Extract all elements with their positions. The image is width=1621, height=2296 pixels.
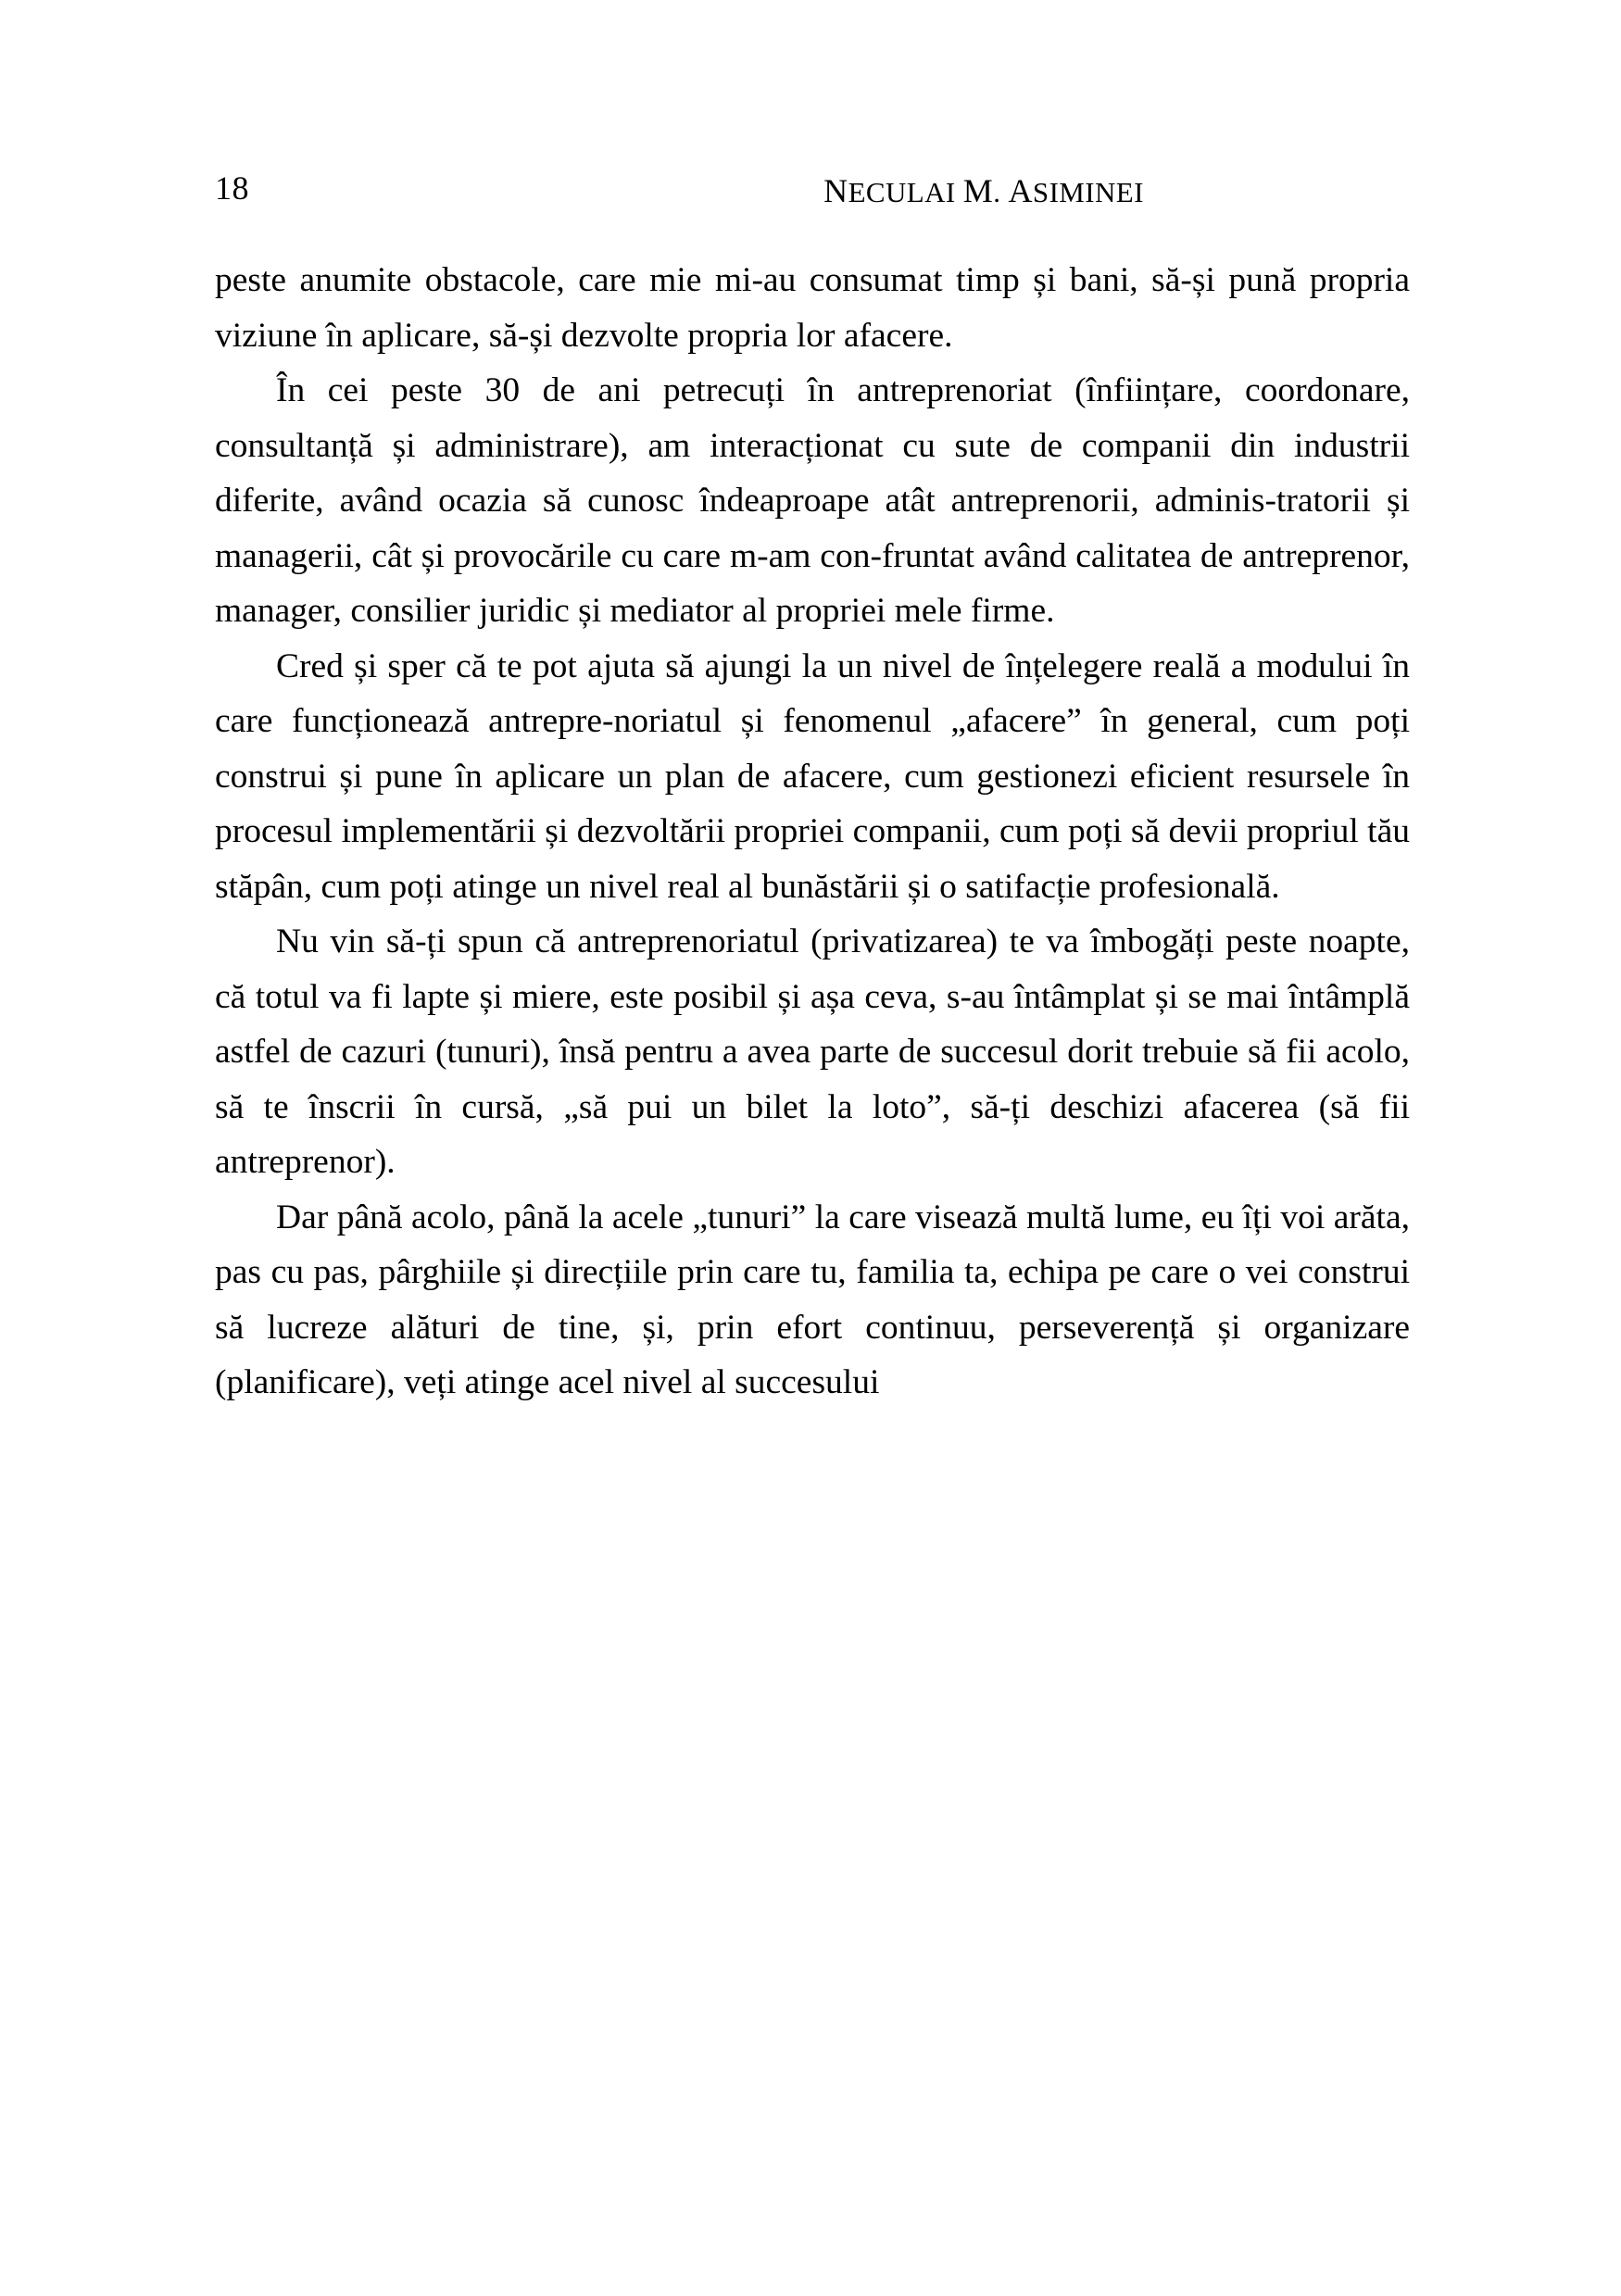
paragraph: Dar până acolo, până la acele „tunuri” la care visează multă lume, eu îți voi arăta, pas cu pas, pârghiile și direcțiile prin care tu, familia ta, echipa pe care o vei construi să lucreze alături de tine, și, prin efort continuu, perseverență și organizare (planificare), veți atinge acel nivel al succesului	[215, 1198, 1410, 1401]
paragraph: Cred și sper că te pot ajuta să ajungi la un nivel de înțelegere reală a modului în care funcționează antrepre-noriatul și fenomenul „afacere” în general, cum poți construi și pune în aplicare un plan de afacere, cum gestionezi eficient resursele în procesul implementării și dezvoltării propriei companii, cum poți să devii propriul tău stăpân, cum poți atinge un nivel real al bunăstării și o satifacție profesională.	[215, 646, 1410, 906]
paragraph: peste anumite obstacole, care mie mi-au consumat timp și bani, să-și pună propria viziune în aplicare, să-și dezvolte propria lor afacere.	[215, 261, 1410, 355]
page-header	[215, 171, 1410, 214]
paragraph: Nu vin să-ți spun că antreprenoriatul (privatizarea) te va îmbogăți peste noapte, că totul va fi lapte și miere, este posibil și așa ceva, s-au întâmplat și se mai întâmplă astfel de cazuri (tunuri), însă pentru a avea parte de succesul dorit trebuie să fii acolo, să te înscrii în cursă, „să pui un bilet la loto”, să-ți deschizi afacerea (să fii antreprenor).	[215, 922, 1410, 1181]
body-text	[215, 253, 1410, 1411]
page-content	[215, 171, 1410, 1411]
paragraph: În cei peste 30 de ani petrecuți în antreprenoriat (înființare, coordonare, consultanță și administrare), am interacționat cu sute de companii din industrii diferite, având ocazia să cunosc îndeaproape atât antreprenorii, adminis-tratorii și managerii, cât și provocările cu care m-am con-fruntat având calitatea de antreprenor, manager, consilier juridic și mediator al propriei mele firme.	[215, 371, 1410, 630]
running-title: NECULAI M. ASIMINEI	[823, 172, 1144, 209]
page-number: 18	[215, 169, 249, 207]
